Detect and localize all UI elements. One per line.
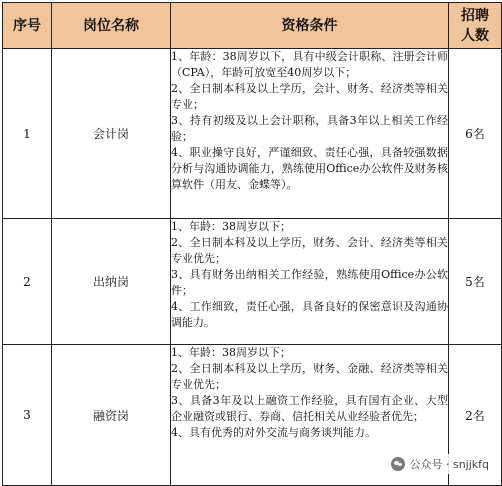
- row-serial-number: 3: [3, 345, 52, 486]
- requirement-item: 4、具有优秀的对外交流与商务谈判能力。: [171, 426, 376, 439]
- header-headcount-label: 招聘人数: [460, 7, 489, 44]
- requirement-item: 2、全日制本科及以上学历，会计、财务、经济类等相关专业；: [171, 82, 448, 111]
- row-requirements: [171, 49, 449, 219]
- row-headcount: 2名: [449, 345, 502, 486]
- header-requirements: 资格条件: [171, 3, 449, 49]
- requirement-item: 1、年龄：38周岁以下，具有中级会计职称、注册会计师（CPA），年龄可放宽至40周岁以下；: [171, 50, 448, 79]
- header-serial-number: 序号: [3, 3, 52, 49]
- row-position-name: 会计岗: [52, 49, 171, 219]
- row-headcount: 5名: [449, 219, 502, 345]
- requirement-item: 3、具备3年及以上融资工作经验，具有国有企业、大型企业融资或银行、券商、信托相关从业经验者优先；: [171, 394, 448, 423]
- watermark-text: 公众号 · snjjkfq: [409, 458, 489, 471]
- wechat-icon: [391, 457, 405, 471]
- row-requirements: [171, 219, 449, 345]
- header-headcount: [449, 3, 502, 49]
- requirement-item: 2、全日制本科及以上学历，财务、金融、经济类等相关专业优先；: [171, 362, 448, 391]
- row-position-name: 出纳岗: [52, 219, 171, 345]
- wechat-watermark: [388, 454, 492, 474]
- row-serial-number: 2: [3, 219, 52, 345]
- table-row: [3, 49, 502, 219]
- row-serial-number: 1: [3, 49, 52, 219]
- recruitment-table: [2, 2, 502, 486]
- requirement-item: 1、年龄：38周岁以下；: [171, 220, 291, 233]
- table-row: [3, 219, 502, 345]
- header-position-name: 岗位名称: [52, 3, 171, 49]
- requirement-item: 4、职业操守良好，严谨细致、责任心强，具备较强数据分析与沟通协调能力，熟练使用Office办公软件及财务核算软件（用友、金蝶等）。: [171, 146, 448, 191]
- requirement-item: 3、持有初级及以上会计职称，具备3年以上相关工作经验；: [171, 114, 448, 143]
- row-position-name: 融资岗: [52, 345, 171, 486]
- requirement-item: 1、年龄：38周岁以下；: [171, 346, 291, 359]
- requirement-item: 2、全日制本科及以上学历，财务、会计、经济类等相关专业优先；: [171, 236, 448, 265]
- requirement-item: 3、具有财务出纳相关工作经验，熟练使用Office办公软件；: [171, 268, 448, 297]
- header-row: [3, 3, 502, 49]
- requirement-item: 4、工作细致，责任心强，具备良好的保密意识及沟通协调能力。: [171, 300, 448, 329]
- row-headcount: 6名: [449, 49, 502, 219]
